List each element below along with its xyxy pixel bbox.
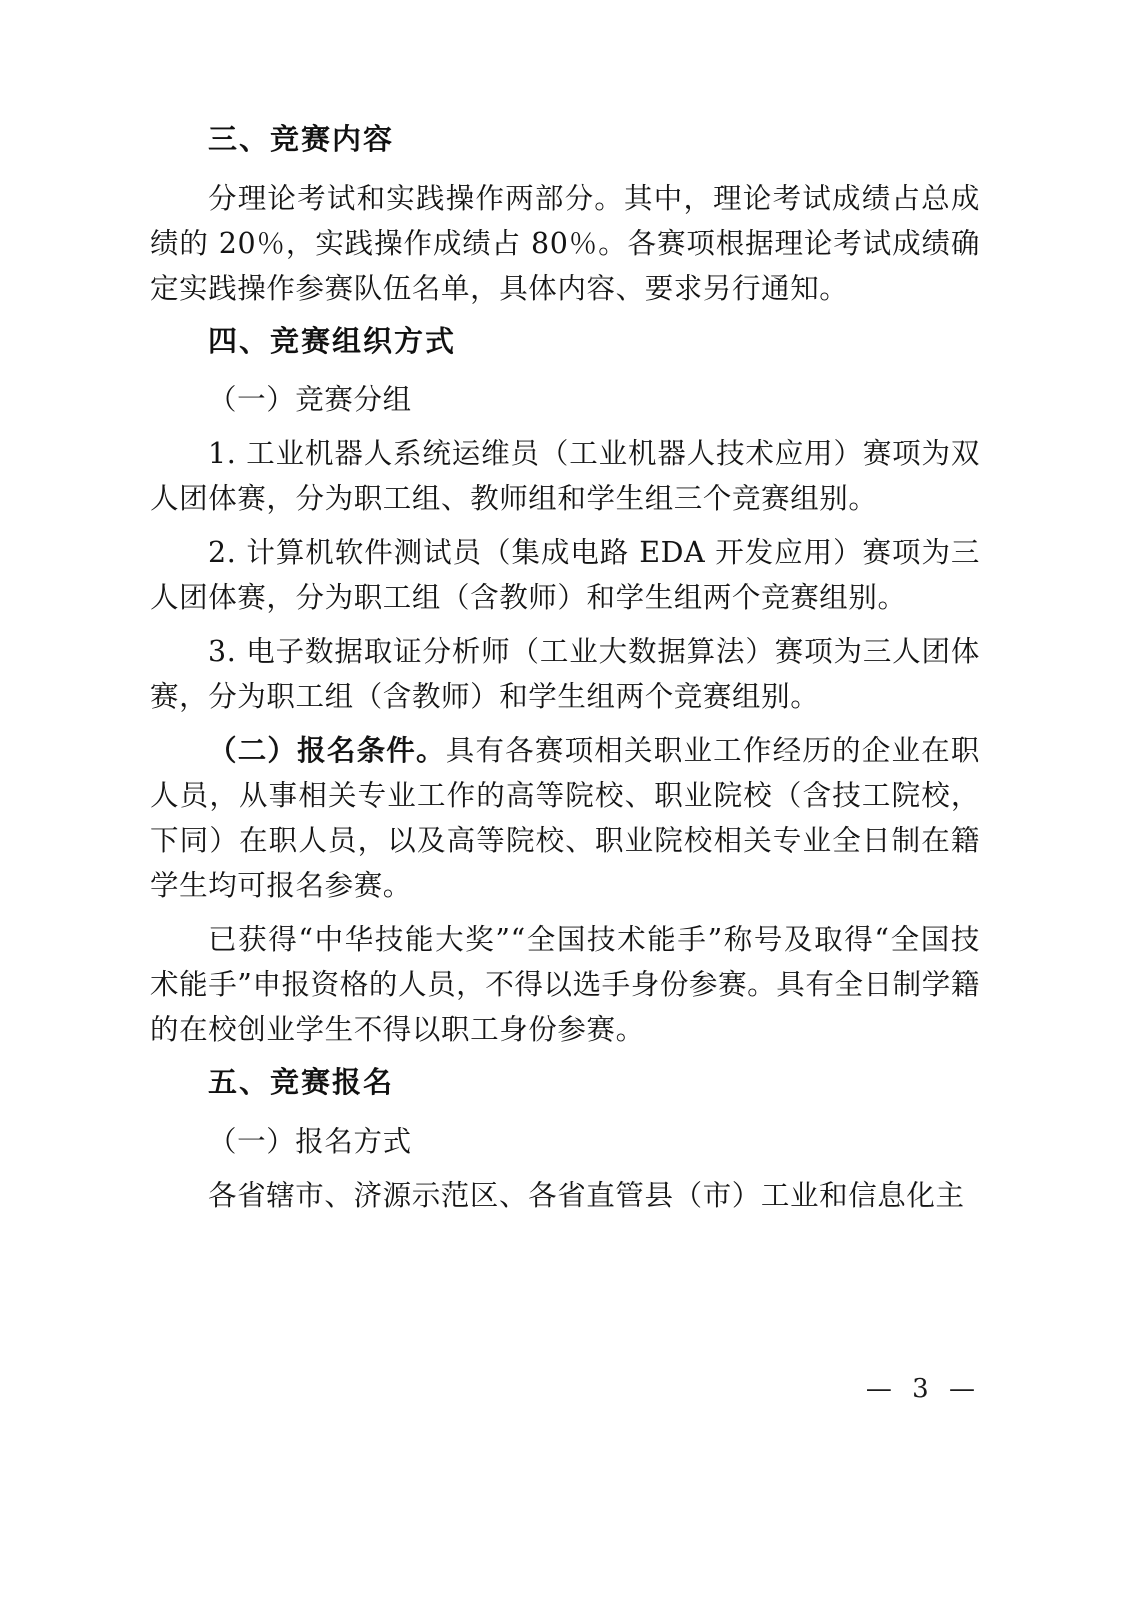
section-heading-3: 三、竞赛内容 <box>208 122 395 156</box>
paragraph-award-restrictions: 已获得“中华技能大奖”“全国技术能手”称号及取得“全国技术能手”申报资格的人员，不得以选手身份参赛。具有全日制学籍的在校创业学生不得以职工身份参赛。 <box>150 923 980 1047</box>
document-body <box>150 118 980 1227</box>
list-item-1-industrial-robot: 1. 工业机器人系统运维员（工业机器人技术应用）赛项为双人团体赛，分为职工组、教师组和学生组三个竞赛组别。 <box>150 437 980 516</box>
subsection-competition-grouping: （一）竞赛分组 <box>208 383 412 417</box>
list-item-2-software-tester: 2. 计算机软件测试员（集成电路 EDA 开发应用）赛项为三人团体赛，分为职工组（含教师）和学生组两个竞赛组别。 <box>150 536 980 615</box>
registration-conditions-lead: （二）报名条件。 <box>208 734 446 768</box>
paragraph-competition-content: 分理论考试和实践操作两部分。其中，理论考试成绩占总成绩的 20％，实践操作成绩占 80％。各赛项根据理论考试成绩确定实践操作参赛队伍名单，具体内容、要求另行通知。 <box>150 181 980 305</box>
subsection-registration-method: （一）报名方式 <box>208 1124 412 1158</box>
section-heading-4: 四、竞赛组织方式 <box>208 323 457 358</box>
subsection-registration-conditions <box>150 728 980 908</box>
paragraph-registration-authorities: 各省辖市、济源示范区、各省直管县（市）工业和信息化主 <box>208 1178 965 1212</box>
section-heading-5: 五、竞赛报名 <box>208 1065 395 1100</box>
registration-conditions-text: 具有各赛项相关职业工作经历的企业在职人员，从事相关专业工作的高等院校、职业院校（含技工院校，下同）在职人员，以及高等院校、职业院校相关专业全日制在籍学生均可报名参赛。 <box>150 734 980 903</box>
page-number: — 3 — <box>865 1374 981 1404</box>
list-item-3-forensics-analyst: 3. 电子数据取证分析师（工业大数据算法）赛项为三人团体赛，分为职工组（含教师）和学生组两个竞赛组别。 <box>150 635 980 714</box>
